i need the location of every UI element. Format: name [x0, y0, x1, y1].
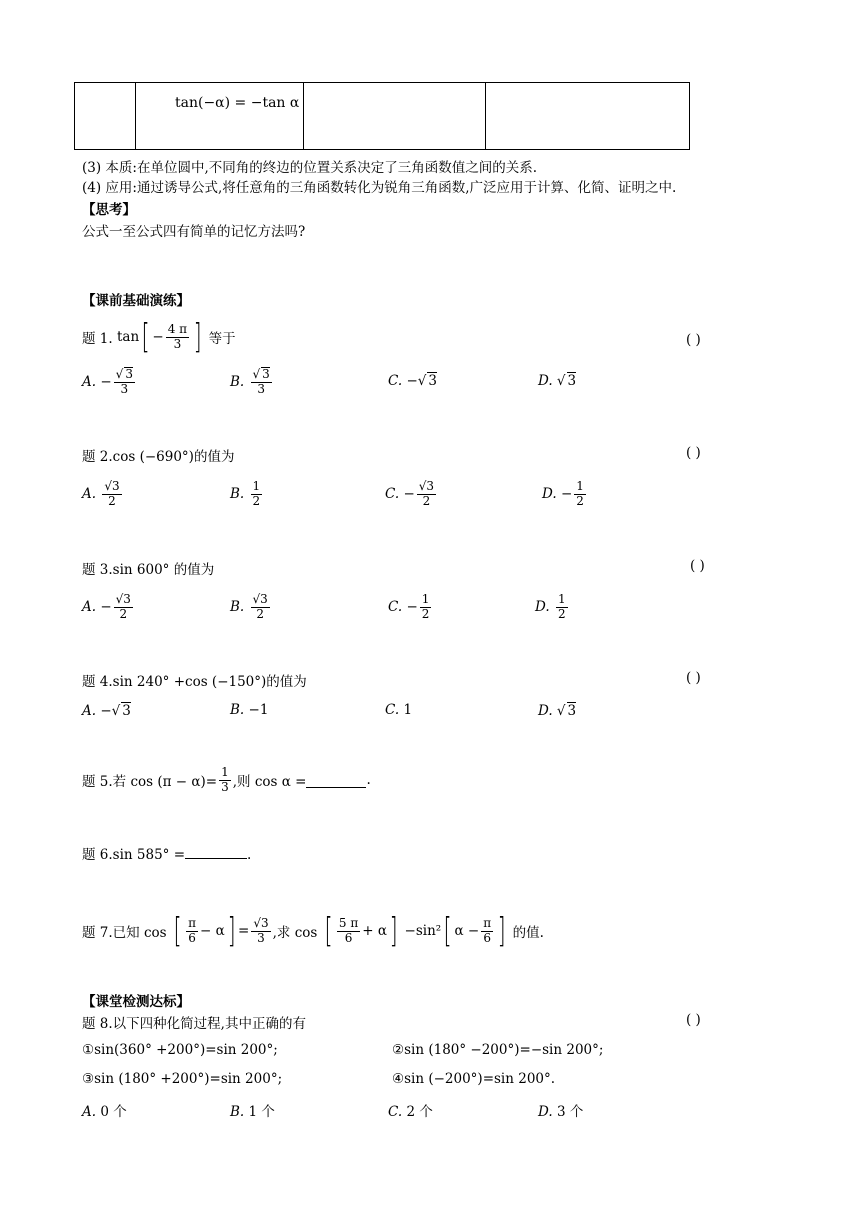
question-6: 题 6.sin 585° = . — [82, 843, 251, 863]
q3-option-a: A. − $\frac{√3}{2}$ — [82, 591, 131, 621]
formula-table — [74, 82, 690, 150]
q8-item-3: ③sin (180° +200°)=sin 200°; — [82, 1071, 283, 1087]
q4-option-c: C. 1 — [385, 702, 413, 718]
q3-answer-paren: ( ) — [690, 558, 705, 574]
right-bracket: ] — [193, 317, 202, 357]
q2-option-d: D. − $\frac{1}{2}$ — [542, 478, 584, 508]
q1-option-d: D. √ 3 — [538, 373, 577, 389]
q2-answer-paren: ( ) — [686, 445, 701, 461]
left-bracket: [ — [173, 911, 182, 951]
q4-option-b: B. −1 — [230, 702, 269, 718]
left-bracket: [ — [324, 911, 333, 951]
q1-suffix: 等于 — [208, 331, 236, 347]
think-question: 公式一至公式四有简单的记忆方法吗? — [82, 224, 306, 240]
right-bracket: ] — [497, 911, 506, 951]
q4-option-d: D. √ 3 — [538, 703, 577, 719]
q1-label: 题 1. — [82, 331, 113, 347]
question-8: 题 8.以下四种化简过程,其中正确的有 — [82, 1016, 306, 1032]
q8-item-1: ①sin(360° +200°)=sin 200°; — [82, 1042, 278, 1058]
q1-prefix: tan — [116, 329, 140, 345]
q8-item-2: ②sin (180° −200°)=−sin 200°; — [392, 1042, 604, 1058]
q2-option-a: A. $\frac{√3}{2}$ — [82, 478, 120, 508]
q3-option-d: D. $\frac{1}{2}$ — [535, 591, 566, 621]
question-1: 题 1. tan [ − $\frac{4 \pi}{3}$ ] 等于 — [82, 317, 236, 357]
question-7: 题 7.已知 cos [ $\frac{\pi}{6}$ − α ] = $\frac{√3}{3}$ ,求 cos [ $\frac{5 \pi}{6}$ + α ] −sin² [ α − $\frac{\pi}{6}$ ] 的值. — [82, 911, 544, 951]
think-heading: 【思考】 — [82, 202, 136, 218]
q3-option-b: B. $\frac{√3}{2}$ — [230, 591, 268, 621]
question-4: 题 4.sin 240° +cos (−150°)的值为 — [82, 674, 307, 690]
table-divider — [303, 83, 304, 149]
left-bracket: [ — [443, 911, 452, 951]
left-bracket: [ — [141, 317, 150, 357]
section-heading-pre: 【课前基础演练】 — [82, 293, 190, 309]
q4-answer-paren: ( ) — [686, 670, 701, 686]
q8-option-c: C. 2 个 — [388, 1104, 433, 1120]
table-divider — [135, 83, 136, 149]
question-2: 题 2.cos (−690°)的值为 — [82, 449, 235, 465]
q6-answer-blank[interactable] — [185, 844, 247, 859]
q1-answer-paren: ( ) — [686, 332, 701, 348]
q1-option-b: B. $\frac{√ 3}{3}$ — [230, 367, 270, 396]
q4-option-a: A. −√ 3 — [82, 703, 131, 719]
section-heading-class: 【课堂检测达标】 — [82, 994, 190, 1010]
note-application: (4) 应用:通过诱导公式,将任意角的三角函数转化为锐角三角函数,广泛应用于计算、化简、证明之中. — [82, 180, 677, 196]
q1-option-a: A. − $\frac{√ 3}{3}$ — [82, 367, 133, 396]
q8-option-b: B. 1 个 — [230, 1104, 275, 1120]
note-essence: (3) 本质:在单位圆中,不同角的终边的位置关系决定了三角函数值之间的关系. — [82, 160, 538, 176]
right-bracket: ] — [227, 911, 236, 951]
question-5: 题 5.若 cos (π − α)= $\frac{1}{3}$ ,则 cos α = . — [82, 764, 371, 794]
table-divider — [485, 83, 486, 149]
q8-option-d: D. 3 个 — [538, 1104, 584, 1120]
q2-option-c: C. − $\frac{√3}{2}$ — [385, 478, 435, 508]
q1-option-c: C. −√ 3 — [388, 373, 437, 389]
question-3: 题 3.sin 600° 的值为 — [82, 562, 215, 578]
table-formula-cell: tan(−α) = −tan α — [175, 95, 300, 111]
q8-option-a: A. 0 个 — [82, 1104, 127, 1120]
q3-option-c: C. − $\frac{1}{2}$ — [388, 591, 430, 621]
q5-answer-blank[interactable] — [306, 773, 366, 788]
right-bracket: ] — [389, 911, 398, 951]
q2-option-b: B. $\frac{1}{2}$ — [230, 478, 261, 508]
q1-fraction: $\frac{4 \pi}{3}$ — [167, 321, 188, 351]
q8-answer-paren: ( ) — [686, 1012, 701, 1028]
q8-item-4: ④sin (−200°)=sin 200°. — [392, 1071, 556, 1087]
